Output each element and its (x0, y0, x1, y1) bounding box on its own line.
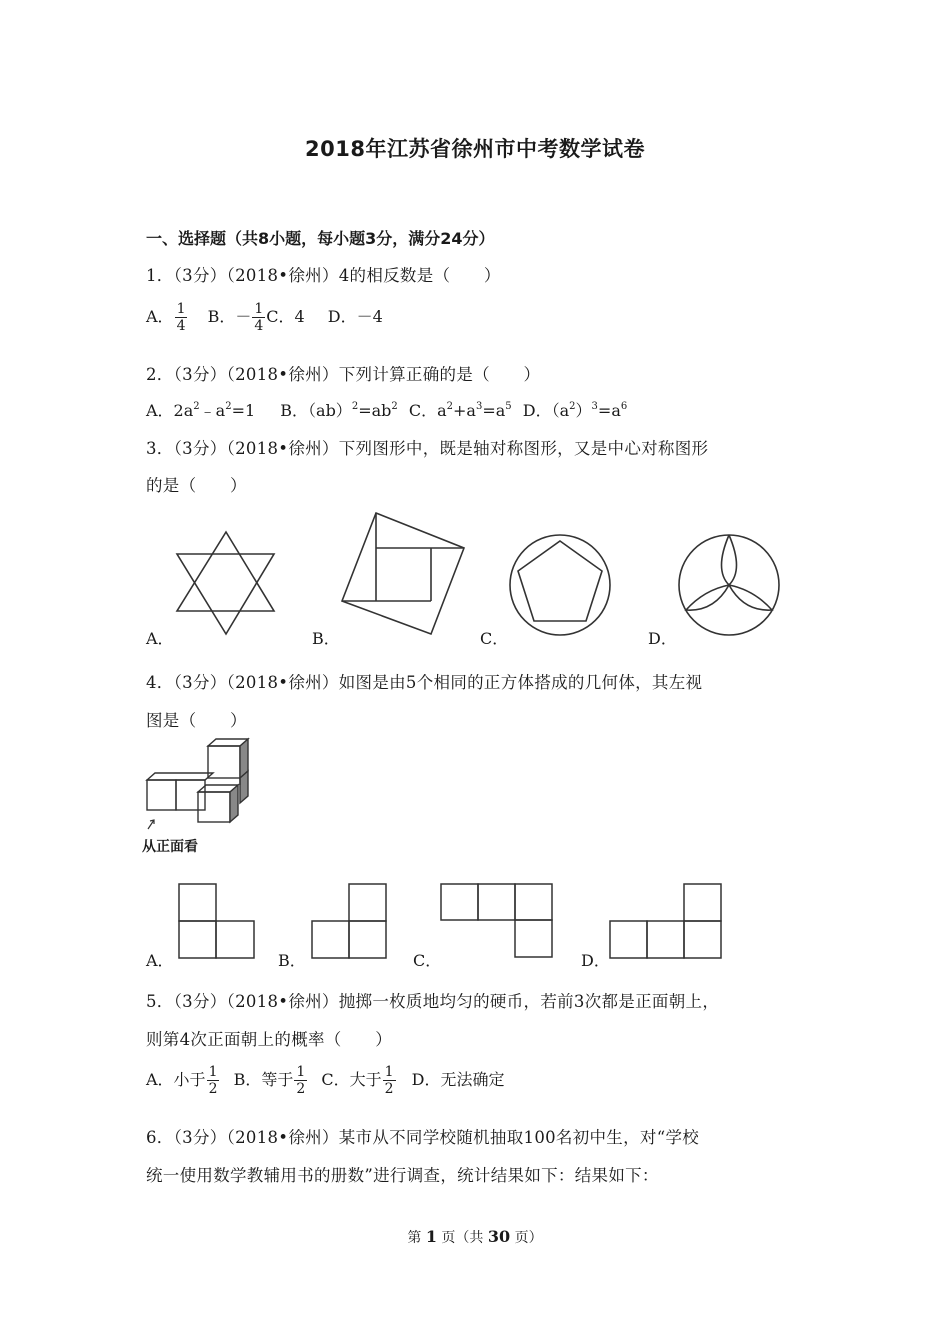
question-3-stem-line1: 3．（3分）（2018•徐州）下列图形中，既是轴对称图形，又是中心对称图形 (146, 439, 709, 458)
q1-option-c: C．4 (266, 307, 305, 326)
q4-label-b: B． (278, 951, 306, 970)
question-4-stem-line1: 4．（3分）（2018•徐州）如图是由5个相同的正方体搭成的几何体，其左视 (146, 673, 703, 692)
q4-option-c-view (440, 883, 556, 960)
q3-label-a: A． (146, 629, 174, 648)
q3-figure-a-hexagram (170, 527, 280, 637)
q4-view-caption: 从正面看 (142, 839, 198, 855)
question-5-stem-line1: 5．（3分）（2018•徐州）抛掷一枚质地均匀的硬币，若前3次都是正面朝上， (146, 992, 720, 1011)
question-2-options: A．$2a^2﹣a^2=1$ B．$(ab)^2=ab^2$ C．$a^2+a^3=a^5$ D．$(a^2)^3=a^6$ (146, 401, 628, 420)
question-3-stem-line2: 的是（ ） (146, 476, 247, 495)
q1-option-a-label: A． (146, 307, 174, 326)
page-title: 2018年江苏省徐州市中考数学试卷 (305, 137, 645, 161)
q1-option-a-fraction: $\frac{1}{4}$ (176, 301, 186, 334)
q4-label-a: A． (146, 951, 174, 970)
question-2-stem: 2．（3分）（2018•徐州）下列计算正确的是（ ） (146, 365, 541, 384)
page-footer: 第 1 页（共 30 页） (407, 1227, 543, 1246)
q3-figure-c-circle-pentagon (505, 530, 615, 640)
question-4-stem-line2: 图是（ ） (146, 711, 247, 730)
question-1-stem: 1．（3分）（2018•徐州）4的相反数是（ ） (146, 266, 501, 285)
section-heading: 一、选择题（共8小题，每小题3分，满分24分） (146, 229, 495, 248)
q1-option-b-fraction: $\frac{1}{4}$ (254, 301, 264, 334)
q3-label-c: C． (480, 629, 509, 648)
q1-option-b-label: B．－ (207, 307, 252, 326)
q3-label-d: D． (648, 629, 677, 648)
q1-option-d: D．－4 (327, 307, 383, 326)
question-6-stem-line2: 统一使用数学教辅用书的册数”进行调查，统计结果如下：结果如下： (146, 1166, 659, 1185)
q4-solid-figure (140, 736, 252, 831)
q3-figure-d-circle-arcs (674, 530, 784, 640)
q4-option-a-view (178, 883, 258, 960)
question-6-stem-line1: 6．（3分）（2018•徐州）某市从不同学校随机抽取100名初中生，对“学校 (146, 1128, 700, 1147)
question-1-options (146, 301, 383, 334)
q4-label-d: D． (581, 951, 610, 970)
q4-option-b-view (311, 883, 391, 960)
question-5-stem-line2: 则第4次正面朝上的概率（ ） (146, 1030, 392, 1049)
q3-figure-b-nested-squares (338, 509, 468, 639)
question-5-options: A．小于 $\frac{1}{2}$ B．等于 $\frac{1}{2}$ C．大于 $\frac{1}{2}$ D．无法确定 (146, 1064, 505, 1097)
q4-label-c: C． (413, 951, 442, 970)
q4-option-d-view (609, 883, 725, 960)
q3-label-b: B． (312, 629, 340, 648)
